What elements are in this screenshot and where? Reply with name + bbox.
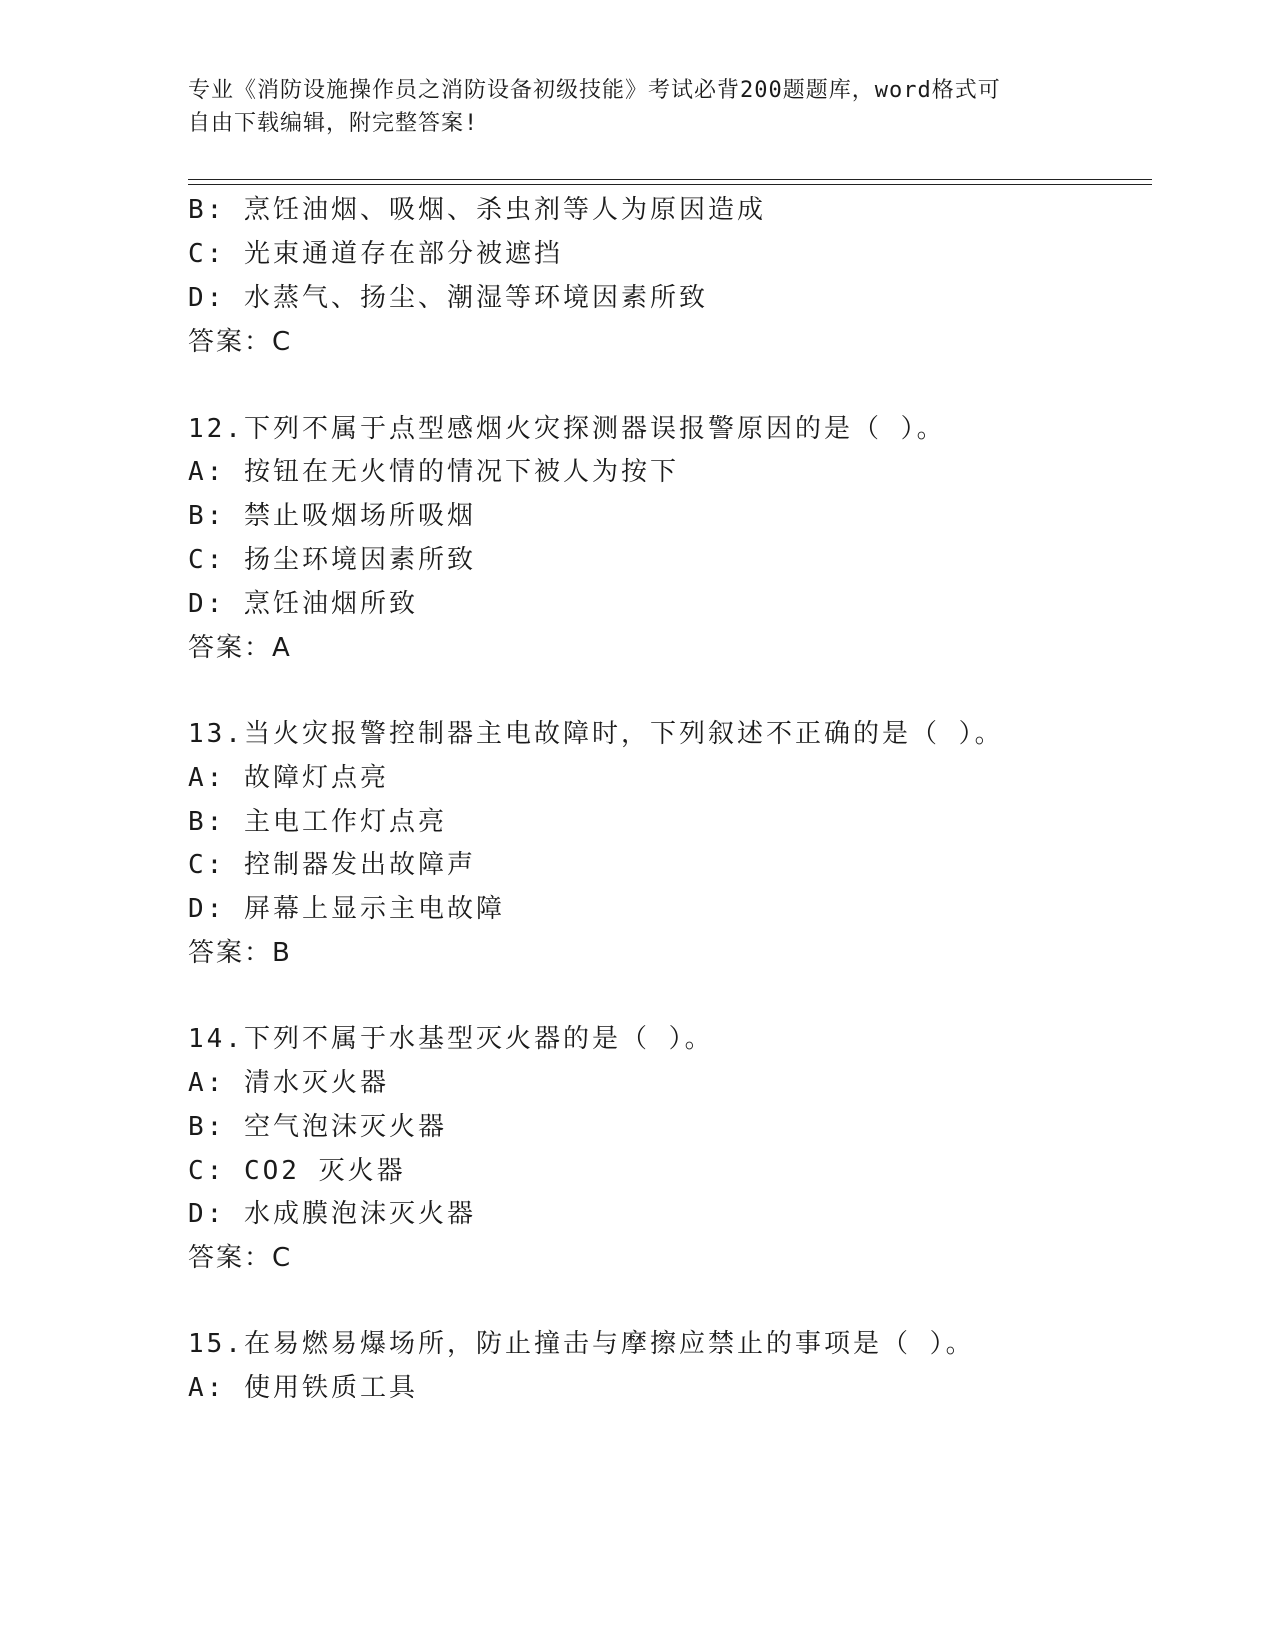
q12-option-d: D: 烹饪油烟所致 — [188, 589, 418, 619]
q11-option-c: C: 光束通道存在部分被遮挡 — [188, 239, 563, 269]
header-divider-top — [188, 179, 1152, 180]
q12-option-a: A: 按钮在无火情的情况下被人为按下 — [188, 457, 679, 487]
q12-question: 12.下列不属于点型感烟火灾探测器误报警原因的是（ ）。 — [188, 414, 946, 444]
q11-answer: 答案：C — [188, 327, 293, 357]
q15-option-a: A: 使用铁质工具 — [188, 1373, 418, 1403]
q15-question: 15.在易燃易爆场所，防止撞击与摩擦应禁止的事项是（ ）。 — [188, 1329, 975, 1359]
q13-option-d: D: 屏幕上显示主电故障 — [188, 894, 505, 924]
q13-option-a: A: 故障灯点亮 — [188, 763, 389, 793]
document-header — [188, 74, 1088, 140]
q14-option-b: B: 空气泡沫灭火器 — [188, 1112, 447, 1142]
q11-option-d: D: 水蒸气、扬尘、潮湿等环境因素所致 — [188, 283, 708, 313]
q14-option-c: C: CO2 灭火器 — [188, 1156, 406, 1186]
q12-option-b: B: 禁止吸烟场所吸烟 — [188, 501, 476, 531]
header-line-1: 专业《消防设施操作员之消防设备初级技能》考试必背200题题库，word格式可 — [188, 78, 1001, 103]
q14-option-a: A: 清水灭火器 — [188, 1068, 389, 1098]
q13-option-c: C: 控制器发出故障声 — [188, 850, 476, 880]
q13-option-b: B: 主电工作灯点亮 — [188, 807, 447, 837]
q13-question: 13.当火灾报警控制器主电故障时，下列叙述不正确的是（ ）。 — [188, 719, 1004, 749]
q13-answer: 答案：B — [188, 938, 292, 968]
q14-option-d: D: 水成膜泡沫灭火器 — [188, 1199, 476, 1229]
q11-option-b: B: 烹饪油烟、吸烟、杀虫剂等人为原因造成 — [188, 195, 766, 225]
q12-answer: 答案：A — [188, 633, 292, 663]
q14-question: 14.下列不属于水基型灭火器的是（ ）。 — [188, 1024, 714, 1054]
q12-option-c: C: 扬尘环境因素所致 — [188, 545, 476, 575]
header-divider-bottom — [188, 184, 1152, 185]
q14-answer: 答案：C — [188, 1243, 293, 1273]
header-line-2: 自由下载编辑，附完整答案! — [188, 111, 479, 136]
